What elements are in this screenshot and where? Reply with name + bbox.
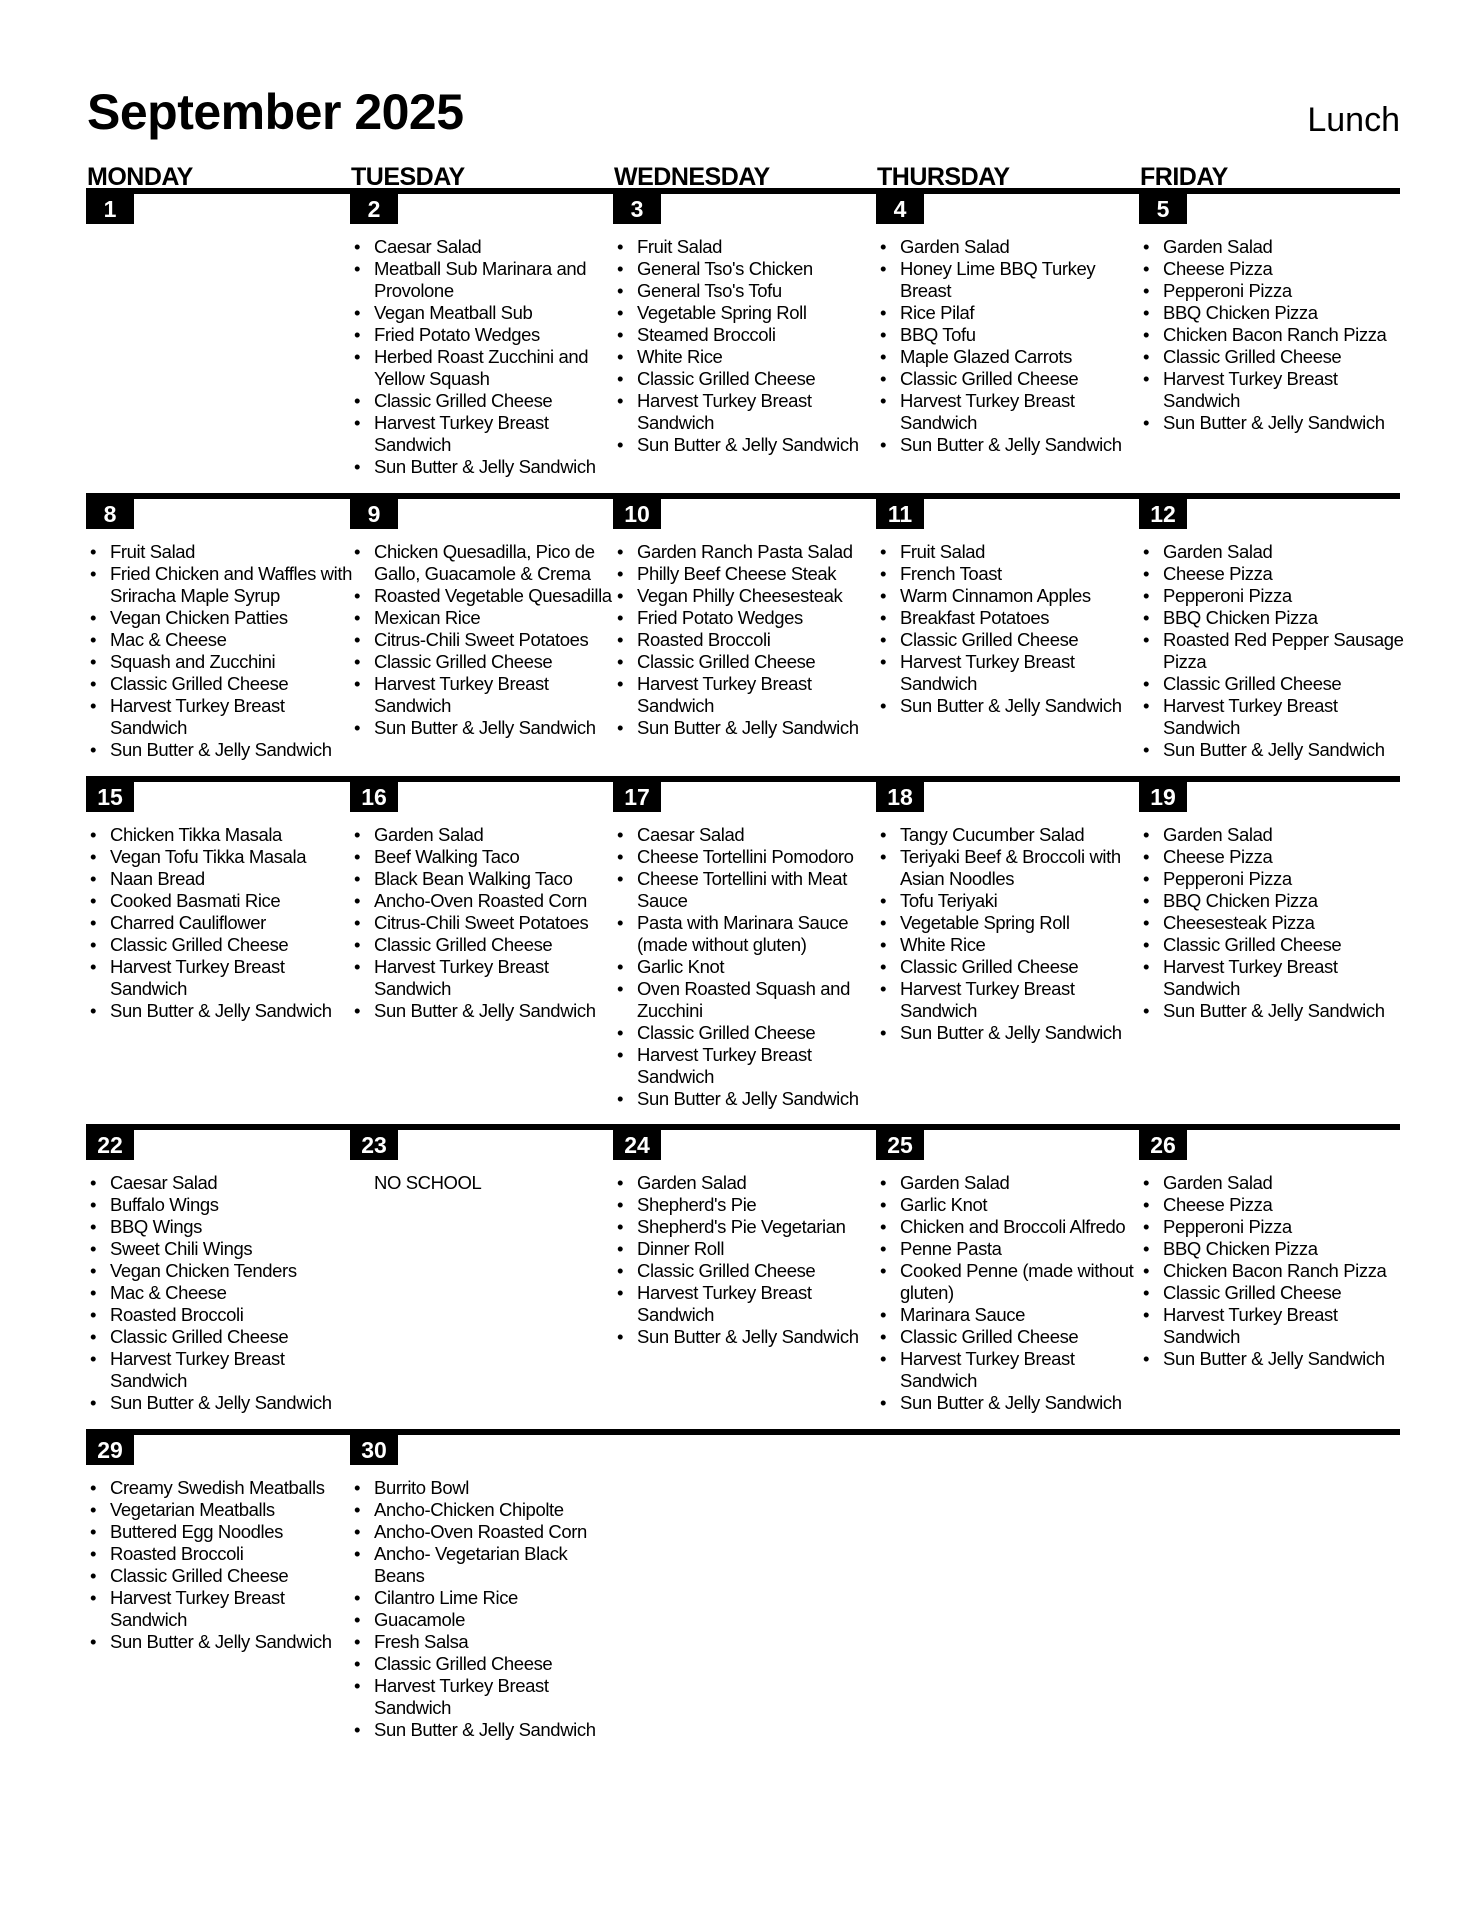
menu-item: • Classic Grilled Cheese xyxy=(637,1260,885,1282)
menu-item: • Pepperoni Pizza xyxy=(1163,868,1411,890)
menu-item: • Sun Butter & Jelly Sandwich xyxy=(110,1392,358,1414)
menu-item: • Pepperoni Pizza xyxy=(1163,280,1411,302)
menu-item-list xyxy=(876,824,1148,1044)
date-number: 10 xyxy=(613,499,661,529)
menu-item: • Cheese Pizza xyxy=(1163,846,1411,868)
menu-item: • Tofu Teriyaki xyxy=(900,890,1148,912)
page-title: September 2025 xyxy=(87,84,464,140)
menu-item: • Cheese Tortellini Pomodoro xyxy=(637,846,885,868)
menu-item-list xyxy=(613,1172,885,1348)
week-row xyxy=(86,776,1400,1109)
menu-item-list xyxy=(1139,541,1411,761)
menu-item: • Sun Butter & Jelly Sandwich xyxy=(374,717,622,739)
menu-item: • Harvest Turkey Breast Sandwich xyxy=(110,695,358,739)
menu-item: • Classic Grilled Cheese xyxy=(374,651,622,673)
menu-item: • Garden Salad xyxy=(1163,824,1411,846)
menu-item-list xyxy=(876,236,1148,456)
menu-item: • Classic Grilled Cheese xyxy=(110,1565,358,1587)
menu-item: • Harvest Turkey Breast Sandwich xyxy=(374,673,622,717)
menu-item-list xyxy=(86,1172,358,1414)
menu-item: • Classic Grilled Cheese xyxy=(1163,346,1411,368)
day-note-list xyxy=(350,1172,622,1194)
menu-item: • Fruit Salad xyxy=(110,541,358,563)
menu-item: • BBQ Chicken Pizza xyxy=(1163,302,1411,324)
menu-item: • BBQ Chicken Pizza xyxy=(1163,607,1411,629)
menu-item-list xyxy=(1139,824,1411,1022)
menu-item-list xyxy=(86,541,358,761)
menu-item: • Harvest Turkey Breast Sandwich xyxy=(900,651,1148,695)
menu-item: • Sun Butter & Jelly Sandwich xyxy=(374,1000,622,1022)
menu-item: • Roasted Red Pepper Sausage Pizza xyxy=(1163,629,1411,673)
menu-item: • Sun Butter & Jelly Sandwich xyxy=(374,1719,622,1741)
menu-item: • Harvest Turkey Breast Sandwich xyxy=(637,390,885,434)
weekday-header-tuesday: TUESDAY xyxy=(351,163,465,191)
menu-item: • Meatball Sub Marinara and Provolone xyxy=(374,258,622,302)
menu-item: • Harvest Turkey Breast Sandwich xyxy=(374,956,622,1000)
weekday-header-monday: MONDAY xyxy=(87,163,193,191)
menu-item: • BBQ Chicken Pizza xyxy=(1163,890,1411,912)
date-number: 29 xyxy=(86,1435,134,1465)
menu-item-list xyxy=(613,541,885,739)
menu-item: • Roasted Broccoli xyxy=(110,1543,358,1565)
date-number: 17 xyxy=(613,782,661,812)
menu-item: • Mexican Rice xyxy=(374,607,622,629)
weekday-header-wednesday: WEDNESDAY xyxy=(614,163,770,191)
menu-item: • Burrito Bowl xyxy=(374,1477,622,1499)
menu-item: • Garden Salad xyxy=(1163,236,1411,258)
menu-item: • Garden Salad xyxy=(637,1172,885,1194)
menu-item: • Caesar Salad xyxy=(637,824,885,846)
menu-item: • Sun Butter & Jelly Sandwich xyxy=(1163,412,1411,434)
date-number: 30 xyxy=(350,1435,398,1465)
menu-item: • Classic Grilled Cheese xyxy=(900,629,1148,651)
menu-item: • Cooked Basmati Rice xyxy=(110,890,358,912)
menu-item: • Harvest Turkey Breast Sandwich xyxy=(110,956,358,1000)
date-number: 4 xyxy=(876,194,924,224)
menu-item-list xyxy=(86,824,358,1022)
menu-item: • Chicken Tikka Masala xyxy=(110,824,358,846)
menu-item: • White Rice xyxy=(637,346,885,368)
menu-item: • Ancho- Vegetarian Black Beans xyxy=(374,1543,622,1587)
menu-item: • Garlic Knot xyxy=(900,1194,1148,1216)
menu-item: • Pepperoni Pizza xyxy=(1163,585,1411,607)
menu-item: • Citrus-Chili Sweet Potatoes xyxy=(374,629,622,651)
menu-item: • Vegetable Spring Roll xyxy=(900,912,1148,934)
menu-item-list xyxy=(86,1477,358,1653)
menu-item: • Sweet Chili Wings xyxy=(110,1238,358,1260)
menu-item: • Classic Grilled Cheese xyxy=(900,1326,1148,1348)
menu-item: • Steamed Broccoli xyxy=(637,324,885,346)
date-number: 11 xyxy=(876,499,924,529)
menu-item: • Teriyaki Beef & Broccoli with Asian Noodles xyxy=(900,846,1148,890)
menu-item: • Sun Butter & Jelly Sandwich xyxy=(637,1088,885,1110)
week-row xyxy=(86,1124,1400,1413)
menu-item: • Cheesesteak Pizza xyxy=(1163,912,1411,934)
date-number: 19 xyxy=(1139,782,1187,812)
menu-item: • Garden Salad xyxy=(1163,1172,1411,1194)
menu-item: • Fried Potato Wedges xyxy=(637,607,885,629)
menu-item: • Fried Potato Wedges xyxy=(374,324,622,346)
date-number: 12 xyxy=(1139,499,1187,529)
menu-item: • Garlic Knot xyxy=(637,956,885,978)
menu-item: • Harvest Turkey Breast Sandwich xyxy=(374,1675,622,1719)
week-row xyxy=(86,188,1400,477)
date-number: 3 xyxy=(613,194,661,224)
menu-item: • Classic Grilled Cheese xyxy=(110,1326,358,1348)
menu-item: • Cooked Penne (made without gluten) xyxy=(900,1260,1148,1304)
menu-item: • Buttered Egg Noodles xyxy=(110,1521,358,1543)
menu-item: • Penne Pasta xyxy=(900,1238,1148,1260)
date-number: 24 xyxy=(613,1130,661,1160)
menu-item: • Sun Butter & Jelly Sandwich xyxy=(900,695,1148,717)
menu-item: • Vegetarian Meatballs xyxy=(110,1499,358,1521)
menu-item: • Guacamole xyxy=(374,1609,622,1631)
menu-item: • White Rice xyxy=(900,934,1148,956)
menu-item: • Harvest Turkey Breast Sandwich xyxy=(1163,695,1411,739)
menu-item: • Tangy Cucumber Salad xyxy=(900,824,1148,846)
menu-item: • Classic Grilled Cheese xyxy=(900,368,1148,390)
menu-item: • Maple Glazed Carrots xyxy=(900,346,1148,368)
menu-item: • Pepperoni Pizza xyxy=(1163,1216,1411,1238)
menu-item: • Shepherd's Pie xyxy=(637,1194,885,1216)
menu-item: • Breakfast Potatoes xyxy=(900,607,1148,629)
menu-item: • Sun Butter & Jelly Sandwich xyxy=(637,717,885,739)
menu-item: • Dinner Roll xyxy=(637,1238,885,1260)
menu-item: • Classic Grilled Cheese xyxy=(374,390,622,412)
menu-item: • Rice Pilaf xyxy=(900,302,1148,324)
menu-item: • Sun Butter & Jelly Sandwich xyxy=(900,434,1148,456)
menu-item: • Black Bean Walking Taco xyxy=(374,868,622,890)
menu-item: • Harvest Turkey Breast Sandwich xyxy=(900,1348,1148,1392)
menu-item: • Garden Ranch Pasta Salad xyxy=(637,541,885,563)
menu-item: • Fried Chicken and Waffles with Sriracha Maple Syrup xyxy=(110,563,358,607)
menu-item: • Cilantro Lime Rice xyxy=(374,1587,622,1609)
menu-item: • Harvest Turkey Breast Sandwich xyxy=(110,1587,358,1631)
menu-item: • BBQ Chicken Pizza xyxy=(1163,1238,1411,1260)
menu-item: • Harvest Turkey Breast Sandwich xyxy=(1163,1304,1411,1348)
menu-item: • Honey Lime BBQ Turkey Breast xyxy=(900,258,1148,302)
menu-item-list xyxy=(350,824,622,1022)
menu-item: • Chicken Bacon Ranch Pizza xyxy=(1163,324,1411,346)
menu-item: • Harvest Turkey Breast Sandwich xyxy=(1163,368,1411,412)
menu-item: • Cheese Tortellini with Meat Sauce xyxy=(637,868,885,912)
date-number: 18 xyxy=(876,782,924,812)
menu-item: • Caesar Salad xyxy=(110,1172,358,1194)
menu-item-list xyxy=(876,541,1148,717)
menu-item: • Vegan Chicken Tenders xyxy=(110,1260,358,1282)
date-number: 23 xyxy=(350,1130,398,1160)
menu-item: • BBQ Wings xyxy=(110,1216,358,1238)
menu-item: • Roasted Broccoli xyxy=(110,1304,358,1326)
weekday-header-thursday: THURSDAY xyxy=(877,163,1010,191)
menu-item-list xyxy=(350,236,622,478)
menu-item: • Vegan Chicken Patties xyxy=(110,607,358,629)
menu-item: • Cheese Pizza xyxy=(1163,563,1411,585)
menu-item: • Charred Cauliflower xyxy=(110,912,358,934)
menu-item: • Vegan Tofu Tikka Masala xyxy=(110,846,358,868)
menu-item: • Philly Beef Cheese Steak xyxy=(637,563,885,585)
menu-item-list xyxy=(350,1477,622,1741)
date-number: 5 xyxy=(1139,194,1187,224)
menu-item: • Roasted Broccoli xyxy=(637,629,885,651)
menu-item: • Harvest Turkey Breast Sandwich xyxy=(900,978,1148,1022)
menu-item: • Harvest Turkey Breast Sandwich xyxy=(900,390,1148,434)
menu-item: • Chicken and Broccoli Alfredo xyxy=(900,1216,1148,1238)
week-row xyxy=(86,493,1404,760)
menu-item: • Beef Walking Taco xyxy=(374,846,622,868)
menu-item: • Sun Butter & Jelly Sandwich xyxy=(637,1326,885,1348)
menu-item: • French Toast xyxy=(900,563,1148,585)
menu-item: • Herbed Roast Zucchini and Yellow Squash xyxy=(374,346,622,390)
menu-item: • Mac & Cheese xyxy=(110,1282,358,1304)
menu-item: • Sun Butter & Jelly Sandwich xyxy=(110,1000,358,1022)
menu-item: • Sun Butter & Jelly Sandwich xyxy=(1163,739,1411,761)
menu-item-list xyxy=(613,236,885,456)
menu-item: • Harvest Turkey Breast Sandwich xyxy=(637,1282,885,1326)
date-number: 1 xyxy=(86,194,134,224)
menu-item: • Chicken Quesadilla, Pico de Gallo, Guacamole & Crema xyxy=(374,541,622,585)
menu-item: • Sun Butter & Jelly Sandwich xyxy=(110,739,358,761)
date-number: 15 xyxy=(86,782,134,812)
menu-item-list xyxy=(613,824,885,1110)
menu-item-list xyxy=(1139,236,1411,434)
menu-item: • Classic Grilled Cheese xyxy=(110,673,358,695)
menu-item: • Buffalo Wings xyxy=(110,1194,358,1216)
menu-item: • Mac & Cheese xyxy=(110,629,358,651)
menu-item: • Classic Grilled Cheese xyxy=(110,934,358,956)
date-number: 16 xyxy=(350,782,398,812)
day-note: NO SCHOOL xyxy=(374,1172,482,1193)
menu-item: • Sun Butter & Jelly Sandwich xyxy=(637,434,885,456)
menu-item: • Chicken Bacon Ranch Pizza xyxy=(1163,1260,1411,1282)
menu-item: • Sun Butter & Jelly Sandwich xyxy=(900,1392,1148,1414)
menu-item: • Fresh Salsa xyxy=(374,1631,622,1653)
menu-item: • Warm Cinnamon Apples xyxy=(900,585,1148,607)
menu-item: • Squash and Zucchini xyxy=(110,651,358,673)
menu-item: • Classic Grilled Cheese xyxy=(374,934,622,956)
menu-item: • Cheese Pizza xyxy=(1163,1194,1411,1216)
meal-label: Lunch xyxy=(1307,101,1400,139)
menu-item: • Creamy Swedish Meatballs xyxy=(110,1477,358,1499)
menu-item: • Fruit Salad xyxy=(900,541,1148,563)
menu-item: • Sun Butter & Jelly Sandwich xyxy=(374,456,622,478)
menu-item-list xyxy=(876,1172,1148,1414)
menu-item: • Classic Grilled Cheese xyxy=(637,1022,885,1044)
menu-item: • Classic Grilled Cheese xyxy=(1163,1282,1411,1304)
date-number: 22 xyxy=(86,1130,134,1160)
week-row xyxy=(86,1429,1400,1740)
menu-item: • Classic Grilled Cheese xyxy=(900,956,1148,978)
menu-item: • Classic Grilled Cheese xyxy=(1163,934,1411,956)
menu-item: • Cheese Pizza xyxy=(1163,258,1411,280)
menu-item: • Classic Grilled Cheese xyxy=(374,1653,622,1675)
menu-item: • Ancho-Chicken Chipolte xyxy=(374,1499,622,1521)
menu-item: • Garden Salad xyxy=(1163,541,1411,563)
menu-item: • Vegetable Spring Roll xyxy=(637,302,885,324)
menu-item-list xyxy=(1139,1172,1411,1370)
menu-item: • Sun Butter & Jelly Sandwich xyxy=(110,1631,358,1653)
menu-item: • Caesar Salad xyxy=(374,236,622,258)
menu-item: • Naan Bread xyxy=(110,868,358,890)
menu-item: • Garden Salad xyxy=(900,236,1148,258)
menu-item: • Garden Salad xyxy=(900,1172,1148,1194)
menu-item: • Citrus-Chili Sweet Potatoes xyxy=(374,912,622,934)
menu-item: • Garden Salad xyxy=(374,824,622,846)
menu-item: • Fruit Salad xyxy=(637,236,885,258)
menu-item-list xyxy=(350,541,622,739)
menu-item: • Classic Grilled Cheese xyxy=(637,651,885,673)
menu-item: • BBQ Tofu xyxy=(900,324,1148,346)
menu-item: • Sun Butter & Jelly Sandwich xyxy=(900,1022,1148,1044)
menu-item: • General Tso's Tofu xyxy=(637,280,885,302)
menu-item: • Ancho-Oven Roasted Corn xyxy=(374,890,622,912)
menu-item: • Pasta with Marinara Sauce (made without gluten) xyxy=(637,912,885,956)
menu-item: • Harvest Turkey Breast Sandwich xyxy=(637,1044,885,1088)
menu-item: • Roasted Vegetable Quesadilla xyxy=(374,585,622,607)
menu-item: • Oven Roasted Squash and Zucchini xyxy=(637,978,885,1022)
menu-item: • Ancho-Oven Roasted Corn xyxy=(374,1521,622,1543)
menu-item: • Vegan Meatball Sub xyxy=(374,302,622,324)
menu-item: • Marinara Sauce xyxy=(900,1304,1148,1326)
menu-item: • Harvest Turkey Breast Sandwich xyxy=(110,1348,358,1392)
menu-item: • General Tso's Chicken xyxy=(637,258,885,280)
menu-item: • Classic Grilled Cheese xyxy=(1163,673,1411,695)
date-number: 9 xyxy=(350,499,398,529)
date-number: 2 xyxy=(350,194,398,224)
weekday-header-friday: FRIDAY xyxy=(1140,163,1228,191)
menu-item: • Vegan Philly Cheesesteak xyxy=(637,585,885,607)
menu-item: • Harvest Turkey Breast Sandwich xyxy=(1163,956,1411,1000)
menu-item: • Harvest Turkey Breast Sandwich xyxy=(637,673,885,717)
menu-item: • Sun Butter & Jelly Sandwich xyxy=(1163,1348,1411,1370)
date-number: 8 xyxy=(86,499,134,529)
menu-item: • Sun Butter & Jelly Sandwich xyxy=(1163,1000,1411,1022)
date-number: 25 xyxy=(876,1130,924,1160)
menu-item: • Harvest Turkey Breast Sandwich xyxy=(374,412,622,456)
date-number: 26 xyxy=(1139,1130,1187,1160)
menu-item: • Classic Grilled Cheese xyxy=(637,368,885,390)
menu-item: • Shepherd's Pie Vegetarian xyxy=(637,1216,885,1238)
